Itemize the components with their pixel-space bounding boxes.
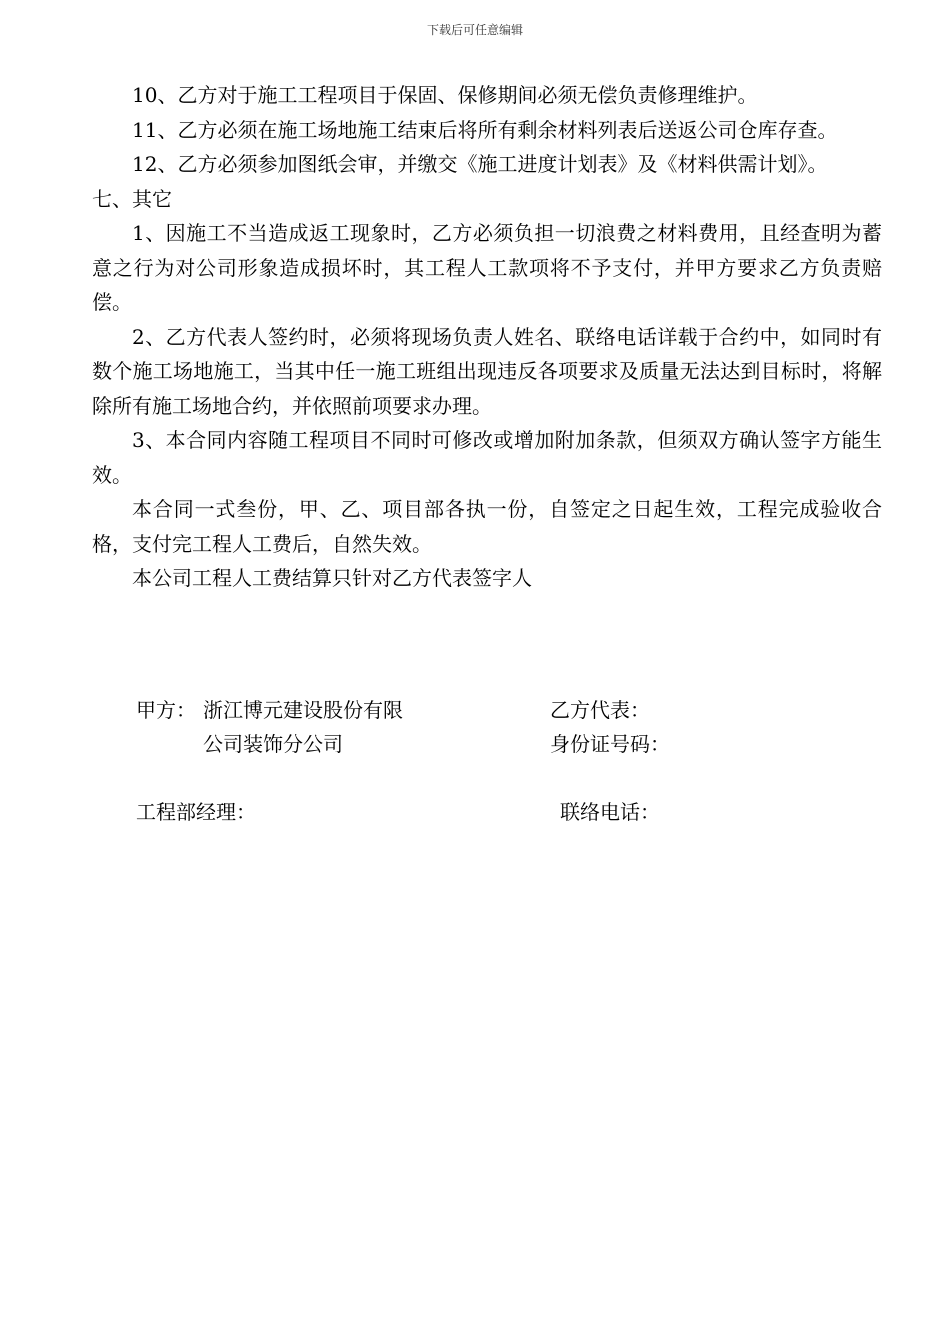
other-clause-3: 3、本合同内容随工程项目不同时可修改或增加附加条款，但须双方确认签字方能生效。: [92, 428, 882, 487]
settlement-clause: 本公司工程人工费结算只针对乙方代表签字人: [132, 566, 532, 590]
project-manager-label: 工程部经理：: [136, 800, 256, 824]
section-title-other: 七、其它: [92, 186, 172, 211]
contract-copies-clause: 本合同一式叁份，甲、乙、项目部各执一份，自签定之日起生效，工程完成验收合格，支付完工程人工费后，自然失效。: [92, 497, 882, 556]
page-header-note: 下载后可任意编辑: [426, 23, 523, 37]
document-body: [92, 78, 882, 596]
clause-10: 10、乙方对于施工工程项目于保固、保修期间必须无偿负责修理维护。: [132, 83, 758, 107]
clause-11: 11、乙方必须在施工场地施工结束后将所有剩余材料列表后送返公司仓库存查。: [132, 117, 838, 142]
party-a-label: 甲方：: [136, 698, 196, 722]
party-a-name-line2: 公司装饰分公司: [203, 732, 343, 756]
clause-12: 12、乙方必须参加图纸会审，并缴交《施工进度计划表》及《材料供需计划》。: [132, 152, 828, 176]
party-b-representative-label: 乙方代表：: [550, 698, 650, 722]
party-a-name-line1: 浙江博元建设股份有限: [203, 698, 403, 722]
id-number-label: 身份证号码：: [550, 732, 670, 756]
other-clause-1: 1、因施工不当造成返工现象时，乙方必须负担一切浪费之材料费用，且经查明为蓄意之行为对公司形象造成损坏时，其工程人工款项将不予支付，并甲方要求乙方负责赔偿。: [92, 221, 882, 314]
contact-phone-label: 联络电话：: [560, 800, 660, 824]
other-clause-2: 2、乙方代表人签约时，必须将现场负责人姓名、联络电话详载于合约中，如同时有数个施工场地施工，当其中任一施工班组出现违反各项要求及质量无法达到目标时，将解除所有施工场地合约，并依照前项要求办理。: [92, 324, 882, 418]
